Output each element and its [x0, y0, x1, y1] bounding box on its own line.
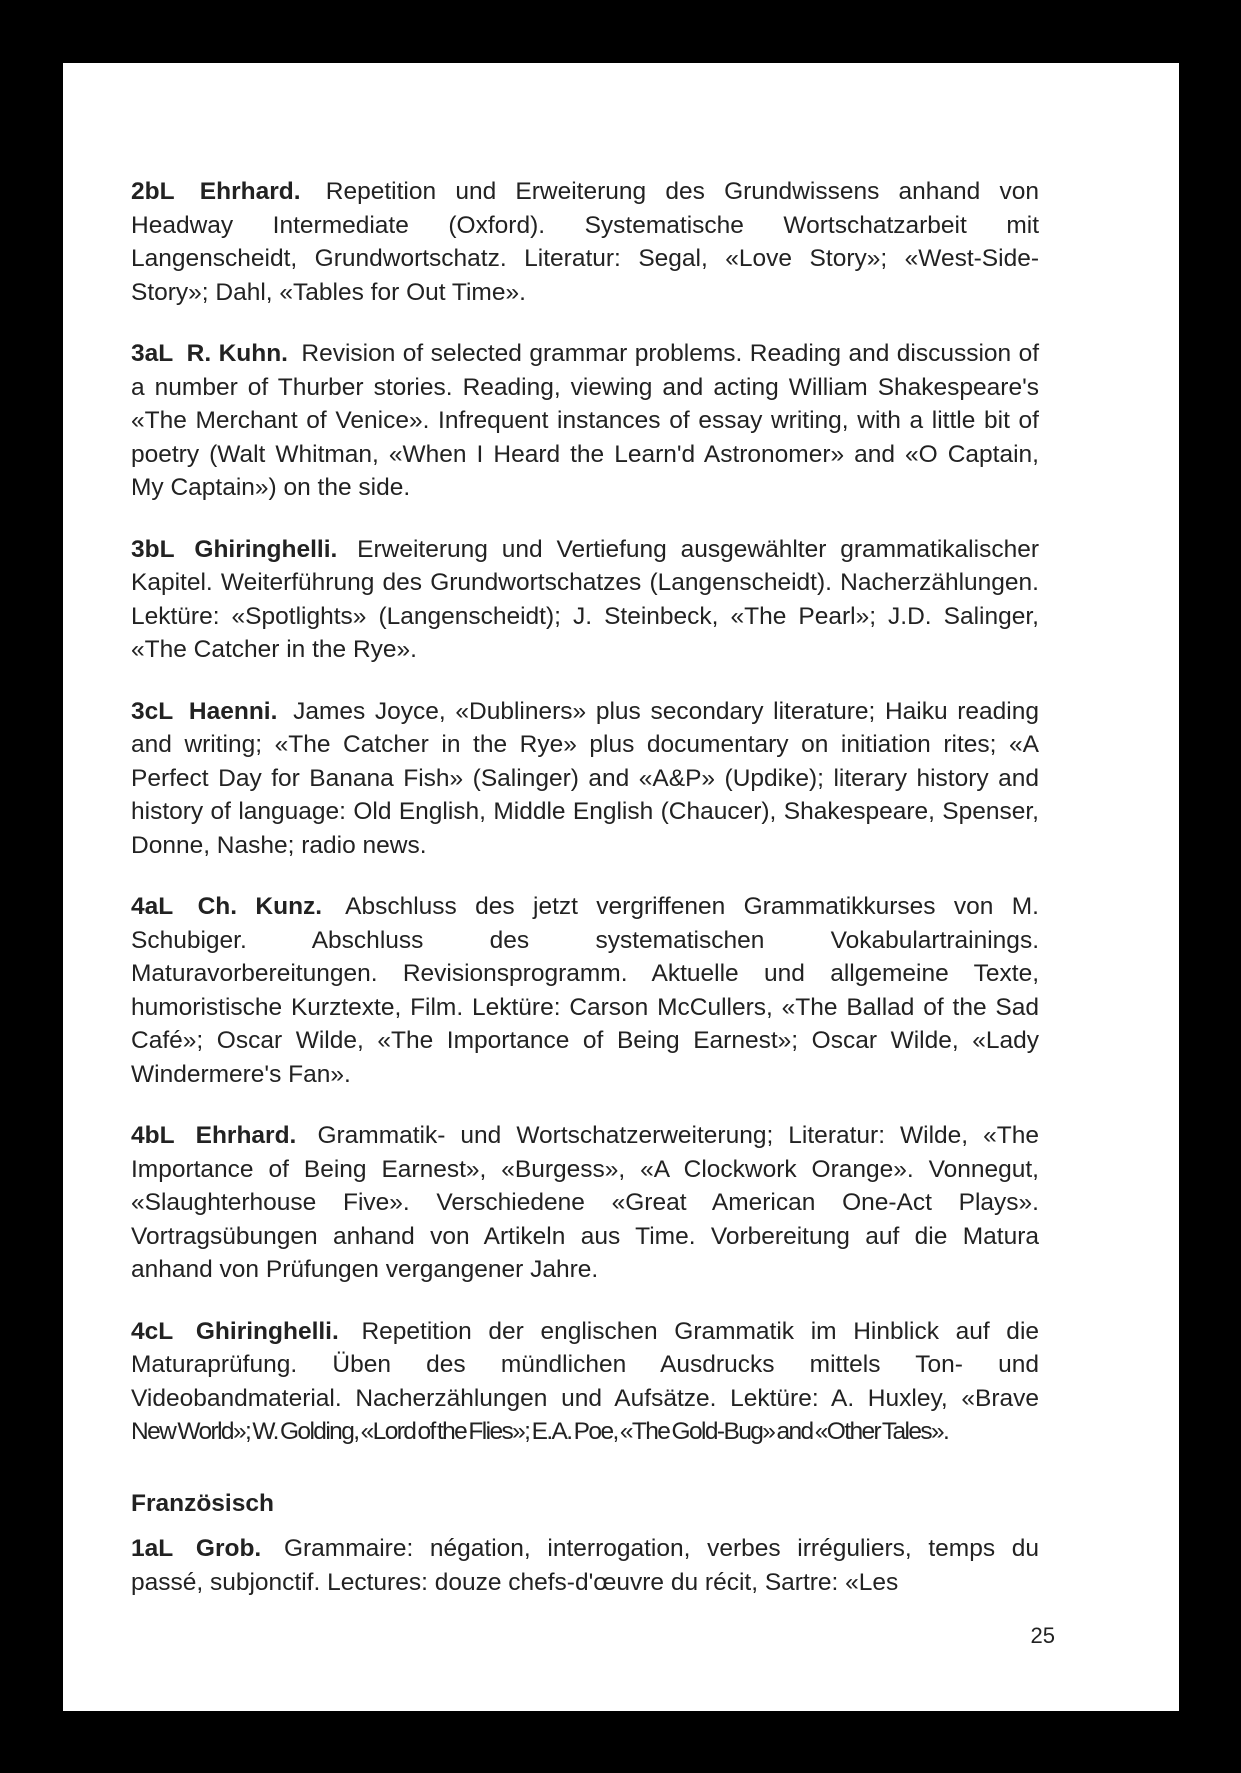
teacher-name: Ch. Kunz.: [197, 893, 323, 920]
class-code: 2bL: [131, 178, 175, 205]
class-code: 3cL: [131, 697, 174, 725]
class-code: 1aL: [131, 1535, 174, 1562]
teacher-name: Grob.: [195, 1535, 262, 1562]
teacher-name: Haenni.: [188, 697, 278, 725]
course-entry-1al: [131, 1532, 1039, 1599]
course-description: Abschluss des jetzt vergriffenen Grammatikkurses von M. Schubiger. Abschluss des systematischen Vokabulartrainings. Maturavorbereitungen. Revisionsprogramm. Aktuelle und allgemeine Texte, humoristische Kurztexte, Film. Lektüre: Carson McCullers, «The Ballad of the Sad Café»; Oscar Wilde, «The Importance of Being Earnest»; Oscar Wilde, «Lady Windermere's Fan».: [131, 893, 1039, 1088]
class-code: 4cL: [131, 1317, 174, 1345]
course-entry-2bl: [131, 175, 1039, 309]
course-description: Revision of selected grammar problems. Reading and discussion of a number of Thurber stories. Reading, viewing and acting William Shakespeare's «The Merchant of Venice». Infrequent instances of essay writing, with a little bit of poetry (Walt Whitman, «When I Heard the Learn'd Astronomer» and «O Captain, My Captain») on the side.: [131, 340, 1039, 501]
course-entry-4cl: [131, 1315, 1039, 1449]
course-entry-4bl: [131, 1119, 1039, 1287]
section-heading-franzoesisch: Französisch: [131, 1489, 274, 1517]
course-description: Erweiterung und Vertiefung ausgewählter grammatikalischer Kapitel. Weiterführung des Grundwortschatzes (Langenscheidt). Nacherzählungen. Lektüre: «Spotlights» (Langenscheidt); J. Steinbeck, «The Pearl»; J.D. Salinger, «The Catcher in the Rye».: [131, 535, 1039, 663]
course-description: Repetition und Erweiterung des Grundwissens anhand von Headway Intermediate (Oxford). Systematische Wortschatzarbeit mit Langenscheidt, Grundwortschatz. Literatur: Segal, «Love Story»; «West-Side-Story»; Dahl, «Tables for Out Time».: [131, 178, 1040, 306]
course-entry-3bl: [131, 533, 1039, 667]
course-description: James Joyce, «Dubliners» plus secondary literature; Haiku reading and writing; «The Catcher in the Rye» plus documentary on initiation rites; «A Perfect Day for Banana Fish» (Salinger) and «A&P» (Updike); literary history and history of language: Old English, Middle English (Chaucer), Shakespeare, Spenser, Donne, Nashe; radio news.: [131, 697, 1040, 859]
document-page: [63, 63, 1179, 1711]
course-entry-3cl: [131, 695, 1039, 863]
class-code: 3bL: [131, 535, 175, 563]
course-description: Grammaire: négation, interrogation, verbes irréguliers, temps du passé, subjonctif. Lectures: douze chefs-d'œuvre du récit, Sartre: «Les: [131, 1535, 1039, 1596]
course-entry-4al: [131, 890, 1039, 1091]
teacher-name: R. Kuhn.: [186, 340, 288, 367]
class-code: 4aL: [131, 893, 174, 920]
teacher-name: Ghiringhelli.: [194, 535, 338, 563]
course-description: Grammatik- und Wortschatzerweiterung; Literatur: Wilde, «The Importance of Being Earnest», «Burgess», «A Clockwork Orange». Vonnegut, «Slaughterhouse Five». Verschiedene «Great American One-Act Plays». Vortragsübungen anhand von Artikeln aus Time. Vorbereitung auf die Matura anhand von Prüfungen vergangener Jahre.: [131, 1122, 1040, 1283]
page-number: 25: [1030, 1623, 1055, 1648]
teacher-name: Ehrhard.: [199, 178, 301, 205]
course-descriptions: [131, 175, 1039, 1627]
teacher-name: Ghiringhelli.: [195, 1317, 339, 1345]
class-code: 3aL: [131, 340, 174, 367]
class-code: 4bL: [131, 1122, 175, 1149]
course-description-condensed-line: New World»; W. Golding, «Lord of the Flies»; E.A. Poe, «The Gold-Bug» and «Other Tales».: [131, 1418, 949, 1445]
course-entry-3al: [131, 337, 1039, 505]
course-description: Repetition der englischen Grammatik im Hinblick auf die Maturaprüfung. Üben des mündlichen Ausdrucks mittels Ton- und Videobandmaterial. Nacherzählungen und Aufsätze. Lektüre: A. Huxley, «Brave: [131, 1317, 1040, 1412]
teacher-name: Ehrhard.: [195, 1122, 297, 1149]
